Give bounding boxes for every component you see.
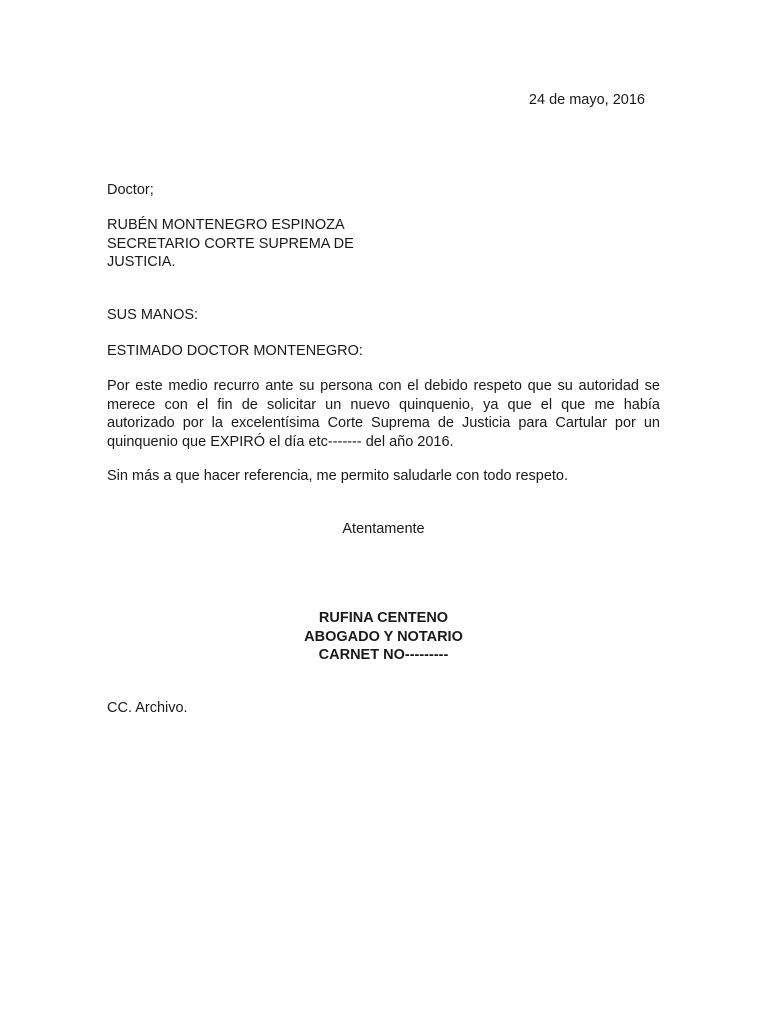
recipient-title-line-2: JUSTICIA. [107, 254, 176, 270]
greeting: Doctor; [107, 182, 154, 198]
recipient-name: RUBÉN MONTENEGRO ESPINOZA [107, 217, 345, 233]
sign-off: Atentamente [342, 521, 425, 537]
sus-manos: SUS MANOS: [107, 307, 199, 323]
signature-profession: ABOGADO Y NOTARIO [304, 628, 463, 645]
signature-block [107, 609, 660, 665]
recipient-block [107, 216, 660, 272]
signature-name: RUFINA CENTENO [318, 610, 449, 626]
recipient-title-line-1: SECRETARIO CORTE SUPREMA DE [107, 235, 354, 252]
signature-carnet: CARNET NO--------- [318, 647, 449, 663]
salutation: ESTIMADO DOCTOR MONTENEGRO: [107, 343, 363, 359]
cc-line: CC. Archivo. [107, 700, 188, 716]
closing-line: Sin más a que hacer referencia, me permito saludarle con todo respeto. [107, 468, 569, 484]
letter-date: 24 de mayo, 2016 [528, 92, 645, 108]
body-paragraph: Por este medio recurro ante su persona con el debido respeto que su autoridad se merece con el fin de solicitar un nuevo quinquenio, ya que el que me había autorizado por la excelentísima Corte Suprema de Justicia para Cartular por un quinquenio que EXPIRÓ el día etc------- del año 2016. [107, 378, 660, 450]
